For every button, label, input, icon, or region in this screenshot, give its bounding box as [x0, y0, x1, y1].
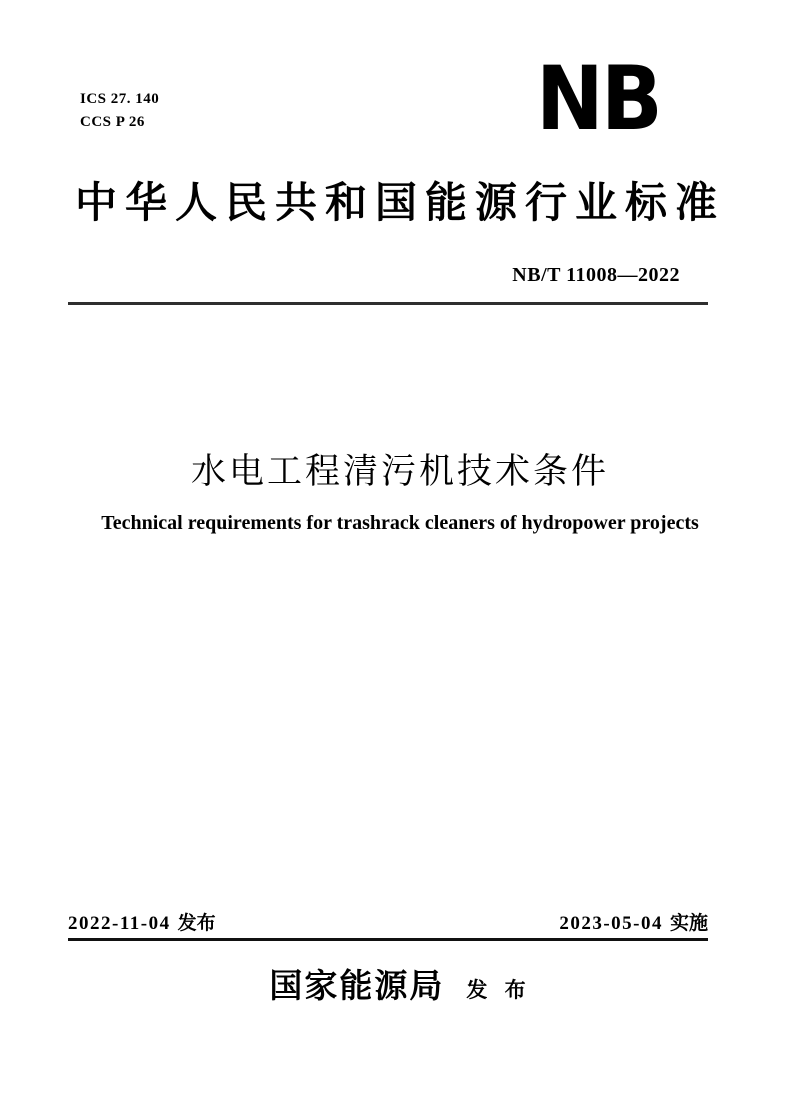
implement-date-group — [559, 908, 708, 935]
ics-code: ICS 27. 140 — [80, 91, 160, 107]
issue-date-group — [68, 908, 216, 935]
issue-date: 2022-11-04 — [68, 913, 171, 934]
standard-number: NB/T 11008—2022 — [512, 264, 680, 286]
issue-label: 发布 — [177, 912, 216, 934]
document-title-en: Technical requirements for trashrack cleaners of hydropower projects — [101, 512, 699, 534]
ccs-code: CCS P 26 — [80, 114, 145, 130]
implement-date: 2023-05-04 — [559, 913, 663, 934]
footer-divider — [68, 938, 708, 941]
implement-label: 实施 — [669, 912, 708, 934]
classification-codes — [80, 88, 159, 134]
publisher-name: 国家能源局 — [269, 969, 445, 1005]
header-divider — [68, 302, 708, 305]
document-title-zh: 水电工程清污机技术条件 — [190, 452, 609, 492]
nb-logo: NB — [536, 47, 660, 150]
standard-name: 中华人民共和国能源行业标准 — [74, 181, 725, 227]
publish-label: 发 布 — [466, 978, 531, 1002]
publisher-row — [0, 960, 800, 1007]
dates-row — [68, 908, 708, 935]
